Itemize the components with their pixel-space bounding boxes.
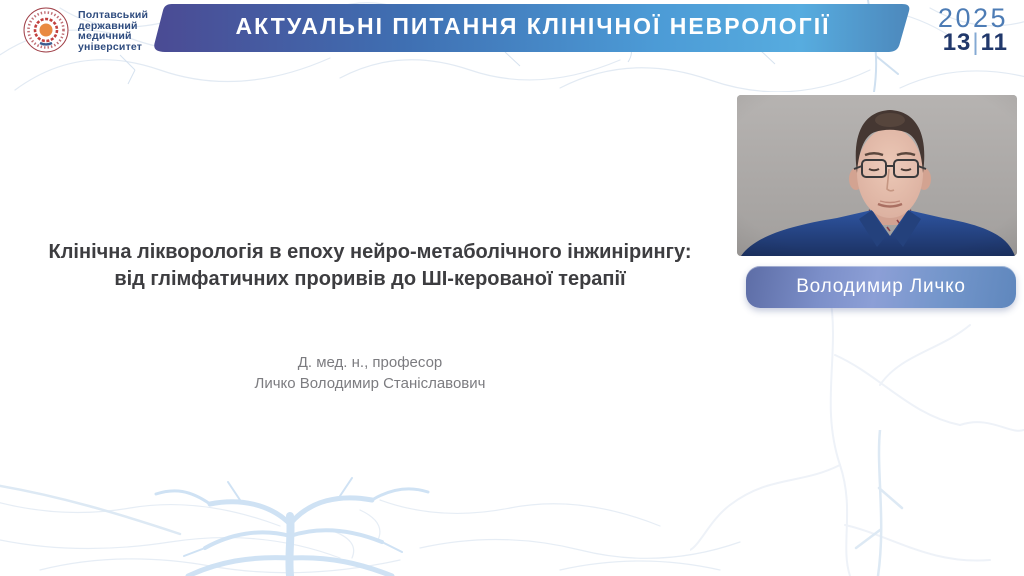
lecture-title-line-2: від глімфатичних проривів до ШІ-керованої терапії bbox=[114, 268, 626, 290]
speaker-full-name: Личко Володимир Станіславович bbox=[254, 375, 486, 392]
speaker-portrait bbox=[737, 95, 1017, 256]
event-day-month bbox=[938, 31, 1008, 55]
university-name-line: Полтавський bbox=[78, 9, 149, 21]
university-logo-icon bbox=[23, 7, 69, 53]
event-day: 13 bbox=[942, 29, 972, 56]
background-pattern-right bbox=[690, 295, 1024, 576]
university-logo bbox=[23, 7, 69, 53]
university-name-line: медичний bbox=[78, 30, 132, 42]
university-name-line: державний bbox=[78, 19, 138, 32]
university-name-line: університет bbox=[78, 40, 143, 53]
speaker-name-badge-label: Володимир Личко bbox=[796, 276, 966, 297]
speaker-webcam-video bbox=[737, 95, 1017, 256]
conference-title: АКТУАЛЬНІ ПИТАННЯ КЛІНІЧНОЇ НЕВРОЛОГІЇ bbox=[235, 13, 831, 39]
speaker-name-badge bbox=[746, 266, 1016, 308]
speaker-info bbox=[0, 352, 740, 394]
conference-banner bbox=[150, 4, 916, 52]
background-pattern-bottom bbox=[0, 430, 1024, 576]
event-date bbox=[938, 5, 1008, 55]
university-name bbox=[78, 10, 148, 52]
lecture-title bbox=[0, 239, 740, 293]
event-month: 11 bbox=[980, 29, 1008, 56]
event-date-separator: | bbox=[972, 29, 980, 56]
lecture-title-line-1: Клінічна лікворологія в епоху нейро-метаболічного інжинірингу: bbox=[48, 241, 692, 263]
speaker-degree: Д. мед. н., професор bbox=[297, 354, 443, 371]
event-year: 2025 bbox=[937, 3, 1008, 33]
